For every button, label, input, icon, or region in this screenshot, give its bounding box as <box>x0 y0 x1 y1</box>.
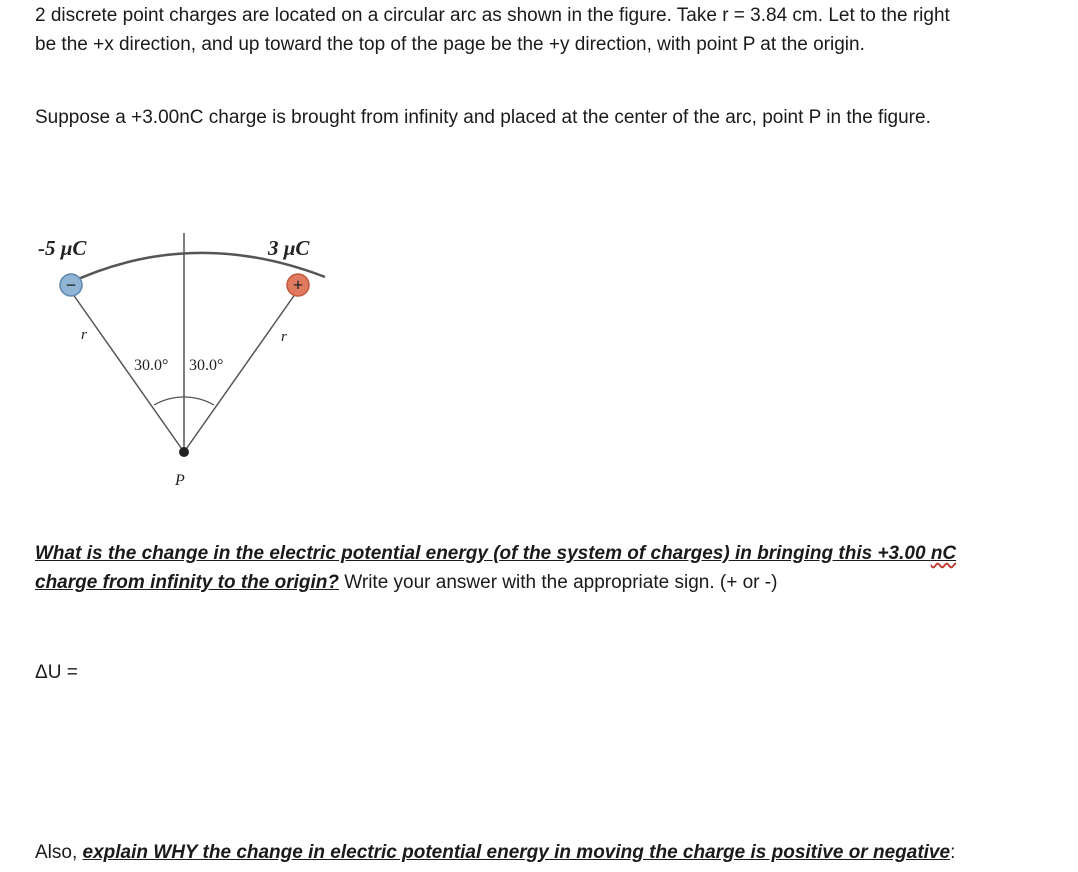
question-potential-energy <box>35 539 995 597</box>
positive-sign-icon: + <box>292 275 304 295</box>
explain-prefix: Also, <box>35 842 83 863</box>
negative-sign-icon: − <box>65 275 77 295</box>
answer-label: ΔU = <box>35 662 78 683</box>
right-charge-label: 3 μC <box>268 236 310 260</box>
question-part2: charge from infinity to the origin? <box>35 572 339 593</box>
right-angle-arc <box>184 397 214 405</box>
left-angle-arc <box>154 397 184 405</box>
question-part1: What is the change in the electric potential energy (of the system of charges) in bringing this +3.00 <box>35 543 931 564</box>
question-instruction: Write your answer with the appropriate sign. (+ or -) <box>339 572 778 593</box>
explain-suffix: : <box>950 842 956 863</box>
question-explain <box>35 838 1035 867</box>
left-charge-label: -5 μC <box>38 236 87 260</box>
right-angle-label: 30.0° <box>189 357 224 374</box>
intro-paragraph: 2 discrete point charges are located on a circular arc as shown in the figure. Take r = 3.84 cm. Let to the right be the +x direction, and up toward the top of the page be the +y direction, with point P at the origin. <box>35 5 950 55</box>
left-angle-label: 30.0° <box>134 357 169 374</box>
charge-arc-figure <box>30 225 360 495</box>
question-unit: nC <box>930 543 957 564</box>
left-r-label: r <box>81 327 87 343</box>
right-r-label: r <box>281 329 287 345</box>
setup-paragraph: Suppose a +3.00nC charge is brought from infinity and placed at the center of the arc, point P in the figure. <box>35 107 931 128</box>
point-p-label: P <box>175 472 185 489</box>
explain-emphasis: explain WHY the change in electric potential energy in moving the charge is positive or negative <box>82 842 951 863</box>
point-p-dot <box>179 447 189 457</box>
